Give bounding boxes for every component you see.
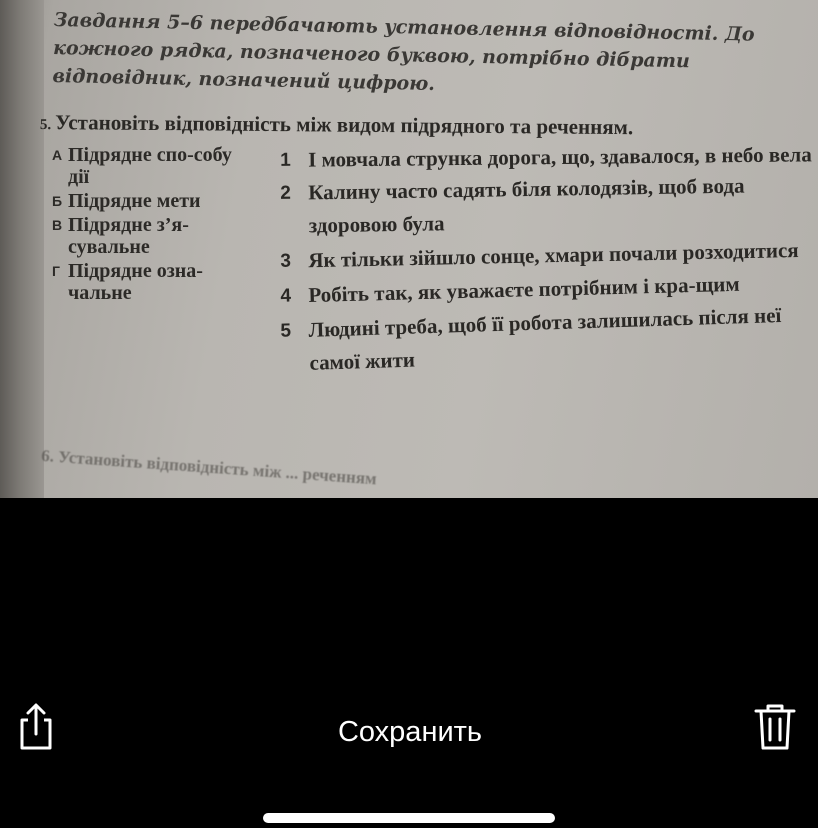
option-text: Підрядне з’я-сувальне	[68, 214, 189, 258]
sentence-number: 5	[280, 320, 292, 342]
task-title-text: Установіть відповідність між видом підрядного та реченням.	[55, 110, 634, 140]
delete-button[interactable]	[752, 702, 798, 752]
sentences-column	[272, 144, 812, 381]
option-text: Підрядне мети	[68, 190, 201, 212]
bottom-toolbar	[0, 498, 818, 828]
sentence-text: Людині треба, щоб її робота залишилась після неї самої жити	[308, 303, 782, 375]
book-spine	[0, 0, 44, 498]
task-number: 5.	[39, 116, 52, 134]
option-letter: В	[52, 217, 63, 233]
next-task-fragment: 6. Установіть відповідність між ... реченням	[40, 446, 378, 489]
sentence-number: 1	[280, 149, 291, 171]
option-a	[52, 144, 252, 188]
option-text: Підрядне озна-чальне	[68, 260, 203, 304]
sentence-number: 4	[280, 285, 292, 307]
sentence-number: 2	[280, 182, 291, 204]
options-column	[52, 144, 252, 306]
task-5-title	[40, 110, 800, 142]
sentence-text: Як тільки зійшло сонце, хмари почали розходитися	[308, 237, 799, 273]
sentence-2	[272, 169, 813, 243]
option-letter: А	[52, 147, 63, 163]
home-indicator[interactable]	[263, 813, 555, 823]
save-button[interactable]: Сохранить	[337, 716, 483, 748]
option-b	[52, 190, 252, 212]
share-icon	[16, 700, 56, 752]
option-letter: Г	[52, 263, 60, 279]
trash-icon	[752, 702, 798, 752]
intro-text: Завдання 5–6 передбачають установлення відповідності. До кожного рядка, позначеного буквою, потрібно дібрати відповідник, позначений цифрою.	[52, 8, 755, 95]
option-c	[52, 214, 252, 258]
sentence-text: Калину часто садять біля колодязів, щоб вода здоровою була	[308, 173, 745, 238]
option-d	[52, 260, 252, 304]
option-letter: Б	[52, 193, 63, 209]
sentence-text: І мовчала струнка дорога, що, здавалося, в небо вела	[308, 142, 812, 172]
option-text: Підрядне спо-собу дії	[68, 144, 232, 188]
sentence-number: 3	[280, 250, 292, 272]
share-button[interactable]	[16, 700, 56, 752]
book-page	[40, 0, 818, 498]
sentence-text: Робіть так, як уважаєте потрібним і кра-щим	[308, 271, 740, 308]
